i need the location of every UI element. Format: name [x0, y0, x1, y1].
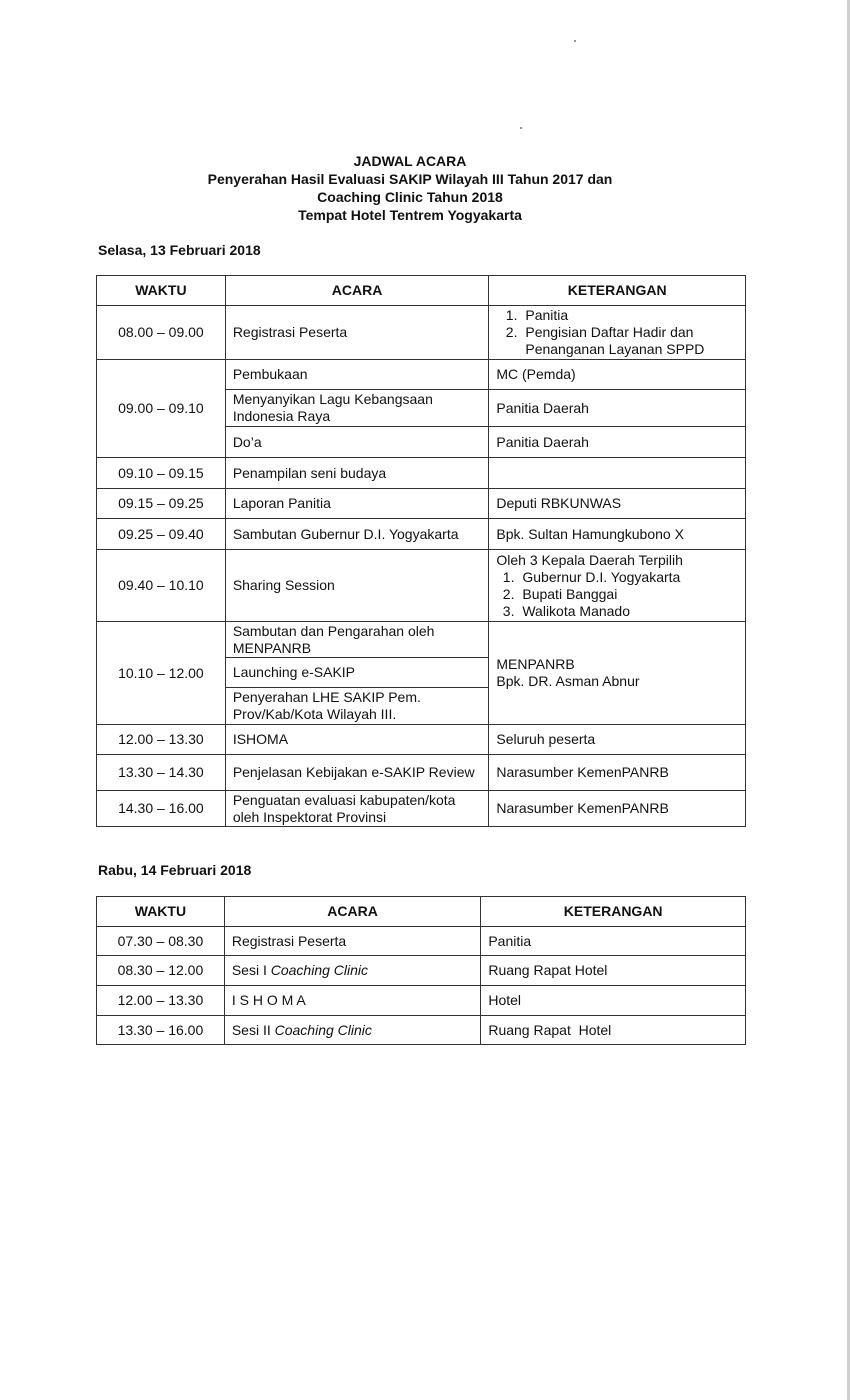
column-header-waktu: WAKTU [97, 276, 226, 306]
table-row [97, 956, 746, 986]
time-cell: 09.15 – 09.25 [97, 489, 226, 519]
table-row [97, 986, 746, 1016]
table-row [97, 550, 746, 622]
time-cell: 12.00 – 13.30 [97, 986, 225, 1016]
event-cell: Penampilan seni budaya [225, 458, 489, 489]
time-cell: 13.30 – 14.30 [97, 755, 226, 791]
time-cell: 08.00 – 09.00 [97, 306, 226, 360]
table-row [97, 927, 746, 956]
notes-cell: Seluruh peserta [489, 725, 746, 755]
scan-speck [574, 40, 576, 42]
list-item: 1. Panitia [521, 307, 738, 324]
event-cell [224, 956, 481, 986]
time-cell: 07.30 – 08.30 [97, 927, 225, 956]
notes-intro: Oleh 3 Kepala Daerah Terpilih [496, 551, 683, 568]
table-row [97, 489, 746, 519]
table-row [97, 1016, 746, 1045]
list-item: 1. Gubernur D.I. Yogyakarta [518, 569, 738, 586]
document-venue: Tempat Hotel Tentrem Yogyakarta [298, 207, 522, 223]
event-cell: Do’a [225, 427, 489, 458]
table-row [97, 360, 746, 390]
table-row [97, 519, 746, 550]
table-row [97, 755, 746, 791]
notes-cell: Ruang Rapat Hotel [481, 956, 746, 986]
column-header-keterangan: KETERANGAN [489, 276, 746, 306]
event-cell: Penguatan evaluasi kabupaten/kota oleh Inspektorat Provinsi [225, 791, 489, 827]
notes-cell: Panitia [481, 927, 746, 956]
notes-cell: Hotel [481, 986, 746, 1016]
notes-cell [489, 306, 746, 360]
table-row [97, 725, 746, 755]
event-cell: Registrasi Peserta [224, 927, 481, 956]
notes-list [496, 569, 738, 620]
session-name: Coaching Clinic [270, 962, 369, 978]
time-cell: 09.00 – 09.10 [97, 360, 226, 458]
event-cell: Sambutan Gubernur D.I. Yogyakarta [225, 519, 489, 550]
notes-cell: Panitia Daerah [489, 390, 746, 427]
time-cell: 13.30 – 16.00 [97, 1016, 225, 1045]
document-subtitle-line2: Coaching Clinic Tahun 2018 [317, 189, 503, 205]
column-header-acara: ACARA [224, 897, 481, 927]
notes-cell: Ruang Rapat Hotel [481, 1016, 746, 1045]
notes-cell: Bpk. Sultan Hamungkubono X [489, 519, 746, 550]
table-header-row [97, 276, 746, 306]
day1-title: Selasa, 13 Februari 2018 [98, 242, 261, 258]
day2-schedule-table [96, 896, 746, 1045]
event-cell: Penjelasan Kebijakan e-SAKIP Review [225, 755, 489, 791]
event-cell: Laporan Panitia [225, 489, 489, 519]
list-item: 2. Pengisian Daftar Hadir dan Penanganan Layanan SPPD [521, 324, 738, 358]
event-cell: I S H O M A [224, 986, 481, 1016]
event-cell: Sambutan dan Pengarahan oleh MENPANRB [225, 622, 489, 658]
column-header-keterangan: KETERANGAN [481, 897, 746, 927]
document-header [0, 152, 850, 224]
time-cell: 09.10 – 09.15 [97, 458, 226, 489]
table-header-row [97, 897, 746, 927]
time-cell: 12.00 – 13.30 [97, 725, 226, 755]
document-title: JADWAL ACARA [353, 153, 467, 169]
event-cell: Launching e-SAKIP [225, 658, 489, 688]
notes-cell: Panitia Daerah [489, 427, 746, 458]
notes-line: Bpk. DR. Asman Abnur [496, 673, 640, 689]
list-item: 2. Bupati Banggai [518, 586, 738, 603]
time-cell: 09.40 – 10.10 [97, 550, 226, 622]
day2-title: Rabu, 14 Februari 2018 [98, 862, 252, 878]
table-row [97, 622, 746, 658]
event-cell: Registrasi Peserta [225, 306, 489, 360]
event-cell: ISHOMA [225, 725, 489, 755]
document-subtitle-line1: Penyerahan Hasil Evaluasi SAKIP Wilayah III Tahun 2017 dan [207, 171, 613, 187]
session-label: Sesi I [231, 962, 267, 978]
time-cell: 14.30 – 16.00 [97, 791, 226, 827]
column-header-waktu: WAKTU [97, 897, 225, 927]
notes-cell: MC (Pemda) [489, 360, 746, 390]
notes-cell: Narasumber KemenPANRB [489, 755, 746, 791]
column-header-acara: ACARA [225, 276, 489, 306]
notes-list [496, 307, 738, 358]
day1-schedule-table [96, 275, 746, 827]
notes-cell: Narasumber KemenPANRB [489, 791, 746, 827]
table-row [97, 791, 746, 827]
scan-speck [520, 127, 522, 129]
notes-cell: Deputi RBKUNWAS [489, 489, 746, 519]
table-row [97, 306, 746, 360]
table-row [97, 458, 746, 489]
notes-cell [489, 550, 746, 622]
notes-cell [489, 622, 746, 725]
session-label: Sesi II [231, 1021, 271, 1038]
event-cell: Menyanyikan Lagu Kebangsaan Indonesia Raya [225, 390, 489, 427]
notes-line: MENPANRB [496, 656, 575, 672]
session-name: Coaching Clinic [274, 1021, 372, 1038]
list-item: 3. Walikota Manado [518, 603, 738, 620]
notes-cell [489, 458, 746, 489]
event-cell: Sharing Session [225, 550, 489, 622]
event-cell: Penyerahan LHE SAKIP Pem. Prov/Kab/Kota Wilayah III. [225, 688, 489, 725]
time-cell: 10.10 – 12.00 [97, 622, 226, 725]
time-cell: 08.30 – 12.00 [97, 956, 225, 986]
event-cell: Pembukaan [225, 360, 489, 390]
time-cell: 09.25 – 09.40 [97, 519, 226, 550]
event-cell [224, 1016, 481, 1045]
